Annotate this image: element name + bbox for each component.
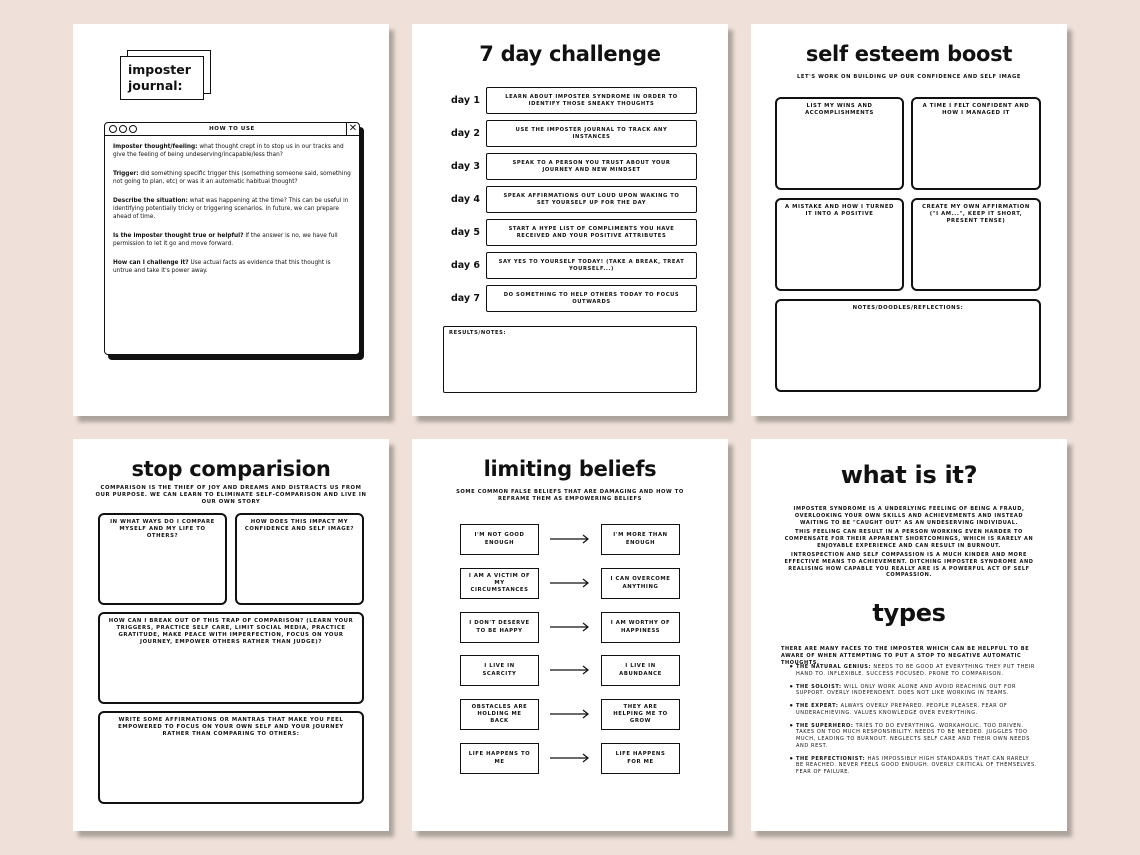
page-title: what is it? [840,461,978,489]
self-esteem-boost-page [751,24,1067,416]
box-label: NOTES/DOODLES/REFLECTIONS: [852,305,964,311]
limiting-belief: OBSTACLES ARE HOLDING ME BACK [460,699,539,730]
type-description: WILL ONLY WORK ALONE AND AVOID REACHING OUT FOR SUPPORT. OVERLY INDEPENDENT. DOES NOT LIKE WORKING IN TEAMS. [796,683,1017,697]
instruction-text: what thought crept in to stop us in our tracks and give the feeling of being undeserving/incapable/less than? [113,144,344,159]
page-title: limiting beliefs [483,457,657,481]
limiting-belief: LIFE HAPPENS TO ME [460,743,539,774]
definition-paragraph: INTROSPECTION AND SELF COMPASSION IS A MUCH KINDER AND MORE EFFECTIVE MEANS TO ACHIEVEMENT. DITCHING IMPOSTER SYNDROME AND REALISING HOW CAPABLE YOU REALLY ARE IS A POWERFUL ACT OF SELF COMPASSION. [784,552,1034,579]
list-item [789,756,1039,776]
instruction-item [113,170,351,187]
day-label: day 1 [451,95,481,106]
day-task: USE THE IMPOSTER JOURNAL TO TRACK ANY INSTANCES [486,120,697,147]
definition-paragraph: IMPOSTER SYNDROME IS A UNDERLYING FEELING OF BEING A FRAUD, OVERLOOKING YOUR OWN SKILLS AND ACHIEVEMENTS AND INSTEAD WAITING TO BE "CAUGHT OUT" AS AN UNDESERVING INDIVIDUAL. [793,506,1025,526]
type-description: ALWAYS OVERLY PREPARED. PEOPLE PLEASER. FEAR OF UNDERACHIEVING. VALUES KNOWLEDGE OVER EVERYTHING. [796,703,1008,716]
arrow-right-icon [550,577,590,589]
affirmation-box[interactable] [911,198,1041,291]
type-description: HAS IMPOSSIBLY HIGH STANDARDS THAT CAN RARELY BE REACHED. NEVER FEELS GOOD ENOUGH. OVERLY CRITICAL OF THEMSELVES. FEAR OF FAILURE. [796,755,1037,775]
day-label: day 5 [451,227,481,238]
window-title: HOW TO USE [209,126,255,132]
instruction-item [113,232,351,249]
type-description: NEEDS TO BE GOOD AT EVERYTHING THEY PUT THEIR HAND TO. INFLEXIBLE. SUCCESS FOCUSED. PRONE TO COMPARISON. [796,664,1035,677]
title-tag-line1: imposter [128,62,191,77]
limiting-beliefs-page [412,439,728,831]
box-label: A TIME I FELT CONFIDENT AND HOW I MANAGED IT [922,103,1030,116]
empowering-belief: I LIVE IN ABUNDANCE [601,655,680,686]
page-intro: COMPARISON IS THE THIEF OF JOY AND DREAMS AND DISTRACTS US FROM OUR PURPOSE. WE CAN LEARN TO ELIMINATE SELF-COMPARISON AND LIVE IN OUR OWN STORY [95,485,367,505]
instruction-text: did something specific trigger this (something someone said, something not going to plan, etc) or was it an automatic habitual thought? [113,170,351,186]
type-name: THE EXPERT: [796,703,839,709]
box-label: IN WHAT WAYS DO I COMPARE MYSELF AND MY LIFE TO OTHERS? [110,519,215,539]
day-task: SAY YES TO YOURSELF TODAY! (TAKE A BREAK, TREAT YOURSELF...) [486,252,697,279]
instruction-label: How can I challenge it? [113,259,189,266]
day-task: START A HYPE LIST OF COMPLIMENTS YOU HAVE RECEIVED AND YOUR POSITIVE ATTRIBUTES [486,219,697,246]
arrow-right-icon [550,621,590,633]
window-titlebar [105,123,359,136]
arrow-right-icon [550,664,590,676]
instruction-text: If the answer is no, we have full permission to let it go and move forward. [113,232,338,248]
empowering-belief: I'M MORE THAN ENOUGH [601,524,680,555]
empowering-belief: I CAN OVERCOME ANYTHING [601,568,680,599]
box-label: A MISTAKE AND HOW I TURNED IT INTO A POSITIVE [784,204,895,217]
day-task: LEARN ABOUT IMPOSTER SYNDROME IN ORDER TO IDENTIFY THOSE SNEAKY THOUGHTS [486,87,697,114]
window-dot-icon [109,125,117,133]
limiting-belief: I DON'T DESERVE TO BE HAPPY [460,612,539,643]
instruction-label: Imposter thought/feeling: [113,144,198,150]
imposter-journal-page [73,24,389,416]
box-label: LIST MY WINS AND ACCOMPLISHMENTS [805,103,874,116]
title-tag [120,56,204,100]
window-dot-icon [129,125,137,133]
day-label: day 6 [451,260,481,271]
box-label: CREATE MY OWN AFFIRMATION ("I AM...", KEEP IT SHORT, PRESENT TENSE) [922,204,1030,224]
day-label: day 7 [451,293,481,304]
title-tag-line2: journal: [128,78,183,94]
empowering-belief: LIFE HAPPENS FOR ME [601,743,680,774]
notes-box[interactable] [775,299,1041,392]
instruction-text: Use actual facts as evidence that this thought is untrue and take it's power away. [113,259,331,274]
results-notes-box[interactable] [443,326,697,393]
limiting-belief: I AM A VICTIM OF MY CIRCUMSTANCES [460,568,539,599]
type-description: TRIES TO DO EVERYTHING. WORKAHOLIC. TOO DRIVEN. TAKES ON TOO MUCH RESPONSIBILITY. NEEDS TO BE NEEDED. JUGGLES TOO MUCH, LEADING TO BURNOUT. NEGLECTS SELF CARE AND THEIR OWN NEEDS AND REST. [796,722,1030,749]
page-title: self esteem boost [805,42,1013,66]
instruction-label: Trigger: [113,170,139,177]
instruction-label: Is the imposter thought true or helpful? [113,232,244,239]
affirmations-box[interactable] [98,711,364,804]
section-title: types [872,599,946,627]
types-list [789,664,1039,782]
what-is-it-page [751,439,1067,831]
arrow-right-icon [550,533,590,545]
box-label: HOW DOES THIS IMPACT MY CONFIDENCE AND SELF IMAGE? [244,519,355,532]
compare-box[interactable] [98,513,227,605]
window-dot-icon [119,125,127,133]
type-name: THE SOLOIST: [796,683,842,690]
box-label: WRITE SOME AFFIRMATIONS OR MANTRAS THAT MAKE YOU FEEL EMPOWERED TO FOCUS ON YOUR OWN SELF AND YOUR JOURNEY RATHER THAN COMPARING TO OTHERS: [118,717,344,737]
list-item [789,723,1039,750]
day-label: day 4 [451,194,481,205]
stop-comparison-page [73,439,389,831]
day-task: SPEAK TO A PERSON YOU TRUST ABOUT YOUR JOURNEY AND NEW MINDSET [486,153,697,180]
window-body [105,136,359,292]
box-label: HOW CAN I BREAK OUT OF THIS TRAP OF COMPARISON? (LEARN YOUR TRIGGERS, PRACTICE SELF CARE, LIMIT SOCIAL MEDIA, PRACTICE GRATITUDE, MAKE PEACE WITH IMPERFECTION, FOCUS ON YOUR JOURNEY, EMPOWER OTHERS RATHER THAN JUDGE)? [108,618,354,645]
arrow-right-icon [550,708,590,720]
instruction-item [113,197,351,222]
page-title: stop comparision [131,457,331,481]
day-label: day 2 [451,128,481,139]
page-title: 7 day challenge [479,42,661,66]
arrow-right-icon [550,752,590,764]
impact-box[interactable] [235,513,364,605]
page-subtitle: SOME COMMON FALSE BELIEFS THAT ARE DAMAGING AND HOW TO REFRAME THEM AS EMPOWERING BELIEFS [456,489,684,502]
type-name: THE SUPERHERO: [796,722,854,729]
day-label: day 3 [451,161,481,172]
how-to-use-window [104,122,360,355]
limiting-belief: I LIVE IN SCARCITY [460,655,539,686]
seven-day-challenge-page [412,24,728,416]
instruction-label: Describe the situation: [113,197,188,204]
confident-time-box[interactable] [911,97,1041,190]
close-icon: ✕ [346,123,359,135]
types-intro: THERE ARE MANY FACES TO THE IMPOSTER WHICH CAN BE HELPFUL TO BE AWARE OF WHEN ATTEMPTING TO PUT A STOP TO NEGATIVE AUTOMATIC THOUGHTS. [781,646,1030,666]
break-out-box[interactable] [98,612,364,704]
day-task: SPEAK AFFIRMATIONS OUT LOUD UPON WAKING TO SET YOURSELF UP FOR THE DAY [486,186,697,213]
type-name: THE NATURAL GENIUS: [796,664,872,670]
day-task: DO SOMETHING TO HELP OTHERS TODAY TO FOCUS OUTWARDS [486,285,697,312]
results-notes-label: RESULTS/NOTES: [449,330,507,336]
page-subtitle: LET'S WORK ON BUILDING UP OUR CONFIDENCE AND SELF IMAGE [796,74,1021,80]
list-item [789,703,1039,717]
instruction-item [113,143,351,160]
list-item [789,684,1039,698]
type-name: THE PERFECTIONIST: [796,755,866,762]
list-item [789,664,1039,678]
wins-box[interactable] [775,97,904,190]
definition-paragraph: THIS FEELING CAN RESULT IN A PERSON WORKING EVEN HARDER TO COMPENSATE FOR THEIR APPARENT SHORTCOMINGS, WHICH IS RARELY AN ENJOYABLE EXPERIENCE AND CAN RESULT IN BURNOUT. [784,529,1034,549]
instruction-item [113,259,351,276]
empowering-belief: THEY ARE HELPING ME TO GROW [601,699,680,730]
empowering-belief: I AM WORTHY OF HAPPINESS [601,612,680,643]
mistake-box[interactable] [775,198,904,291]
instruction-text: what was happening at the time? This can be useful in identifying potentially tricky or triggering scenarios. In future, we can prepare ahead of time. [113,197,349,221]
limiting-belief: I'M NOT GOOD ENOUGH [460,524,539,555]
